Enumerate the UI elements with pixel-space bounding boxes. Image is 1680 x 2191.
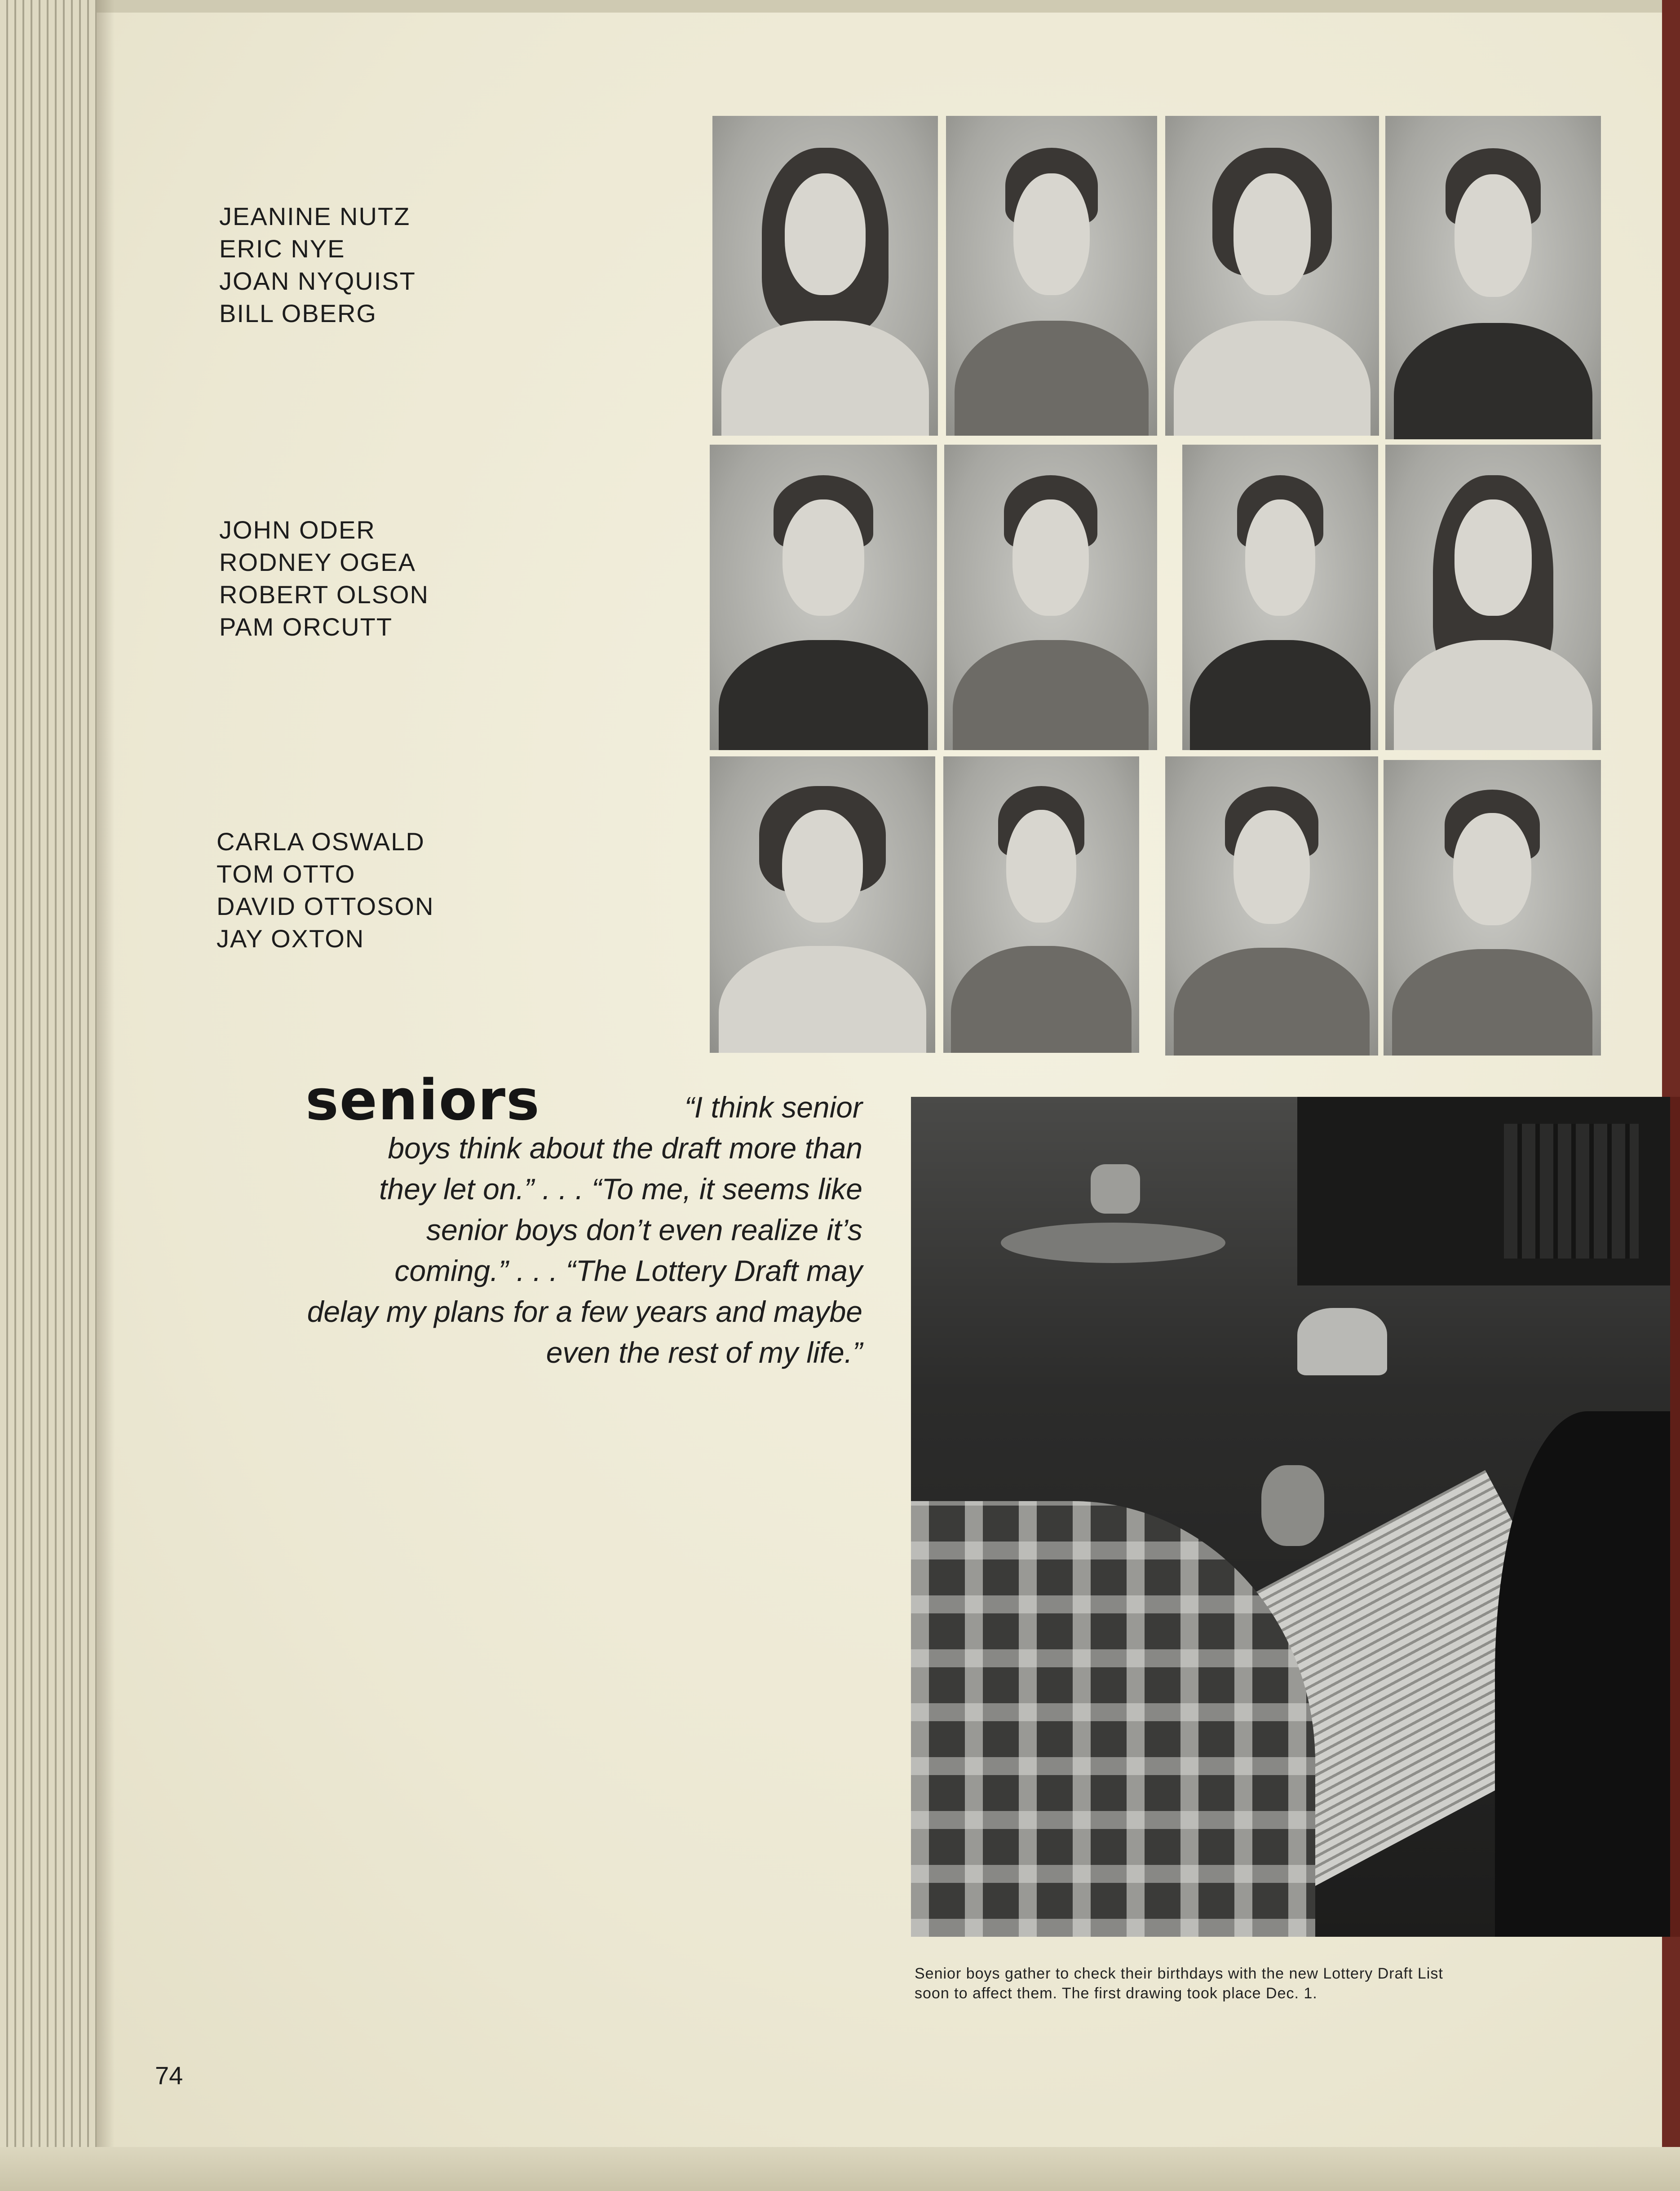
page-bottom-edge (0, 2147, 1680, 2191)
portrait-photo (710, 756, 935, 1053)
portrait-photo (1385, 445, 1601, 750)
student-name: BILL OBERG (219, 299, 377, 327)
student-name: CARLA OSWALD (217, 827, 425, 856)
section-heading: seniors (305, 1068, 540, 1133)
quote-line: they let on.” . . . “To me, it seems like (379, 1172, 862, 1206)
caption-line: soon to affect them. The first drawing took place Dec. 1. (915, 1985, 1317, 2002)
quote-line: “I think senior (684, 1091, 862, 1124)
quote-line: senior boys don’t even realize it’s (426, 1213, 862, 1246)
student-name: ERIC NYE (219, 234, 345, 263)
portrait-photo (1165, 116, 1379, 436)
student-name: ROBERT OLSON (219, 580, 429, 609)
portrait-photo (1182, 445, 1378, 750)
student-name: TOM OTTO (217, 860, 356, 888)
caption-line: Senior boys gather to check their birthdays with the new Lottery Draft List (915, 1965, 1443, 1982)
portrait-photo (1385, 116, 1601, 439)
page-binding (0, 0, 97, 2191)
quote-line: delay my plans for a few years and maybe (307, 1295, 862, 1328)
quote-line: boys think about the draft more than (388, 1131, 862, 1165)
portrait-photo (712, 116, 938, 436)
quote-line: even the rest of my life.” (546, 1336, 862, 1369)
student-name: JOHN ODER (219, 516, 376, 544)
portrait-photo (710, 445, 937, 750)
draft-list-photo (911, 1097, 1680, 1937)
portrait-photo (944, 445, 1157, 750)
portrait-photo (1165, 756, 1378, 1056)
portrait-photo (943, 756, 1139, 1053)
student-name: JOAN NYQUIST (219, 267, 416, 295)
page-top-edge (0, 0, 1680, 13)
student-name: JAY OXTON (217, 924, 365, 953)
portrait-photo (1384, 760, 1601, 1056)
binding-shadow (97, 0, 115, 2191)
page-number: 74 (155, 2061, 183, 2089)
portrait-photo (946, 116, 1157, 436)
quote-line: coming.” . . . “The Lottery Draft may (394, 1254, 862, 1287)
photo-caption (915, 1964, 1615, 2003)
student-name: RODNEY OGEA (219, 548, 416, 576)
student-name: JEANINE NUTZ (219, 202, 411, 230)
name-list-row-2 (219, 514, 429, 643)
name-list-row-1 (219, 200, 416, 330)
student-name: PAM ORCUTT (219, 613, 393, 641)
student-name: DAVID OTTOSON (217, 892, 434, 920)
senior-quote (193, 1087, 862, 1373)
name-list-row-3 (217, 826, 434, 955)
